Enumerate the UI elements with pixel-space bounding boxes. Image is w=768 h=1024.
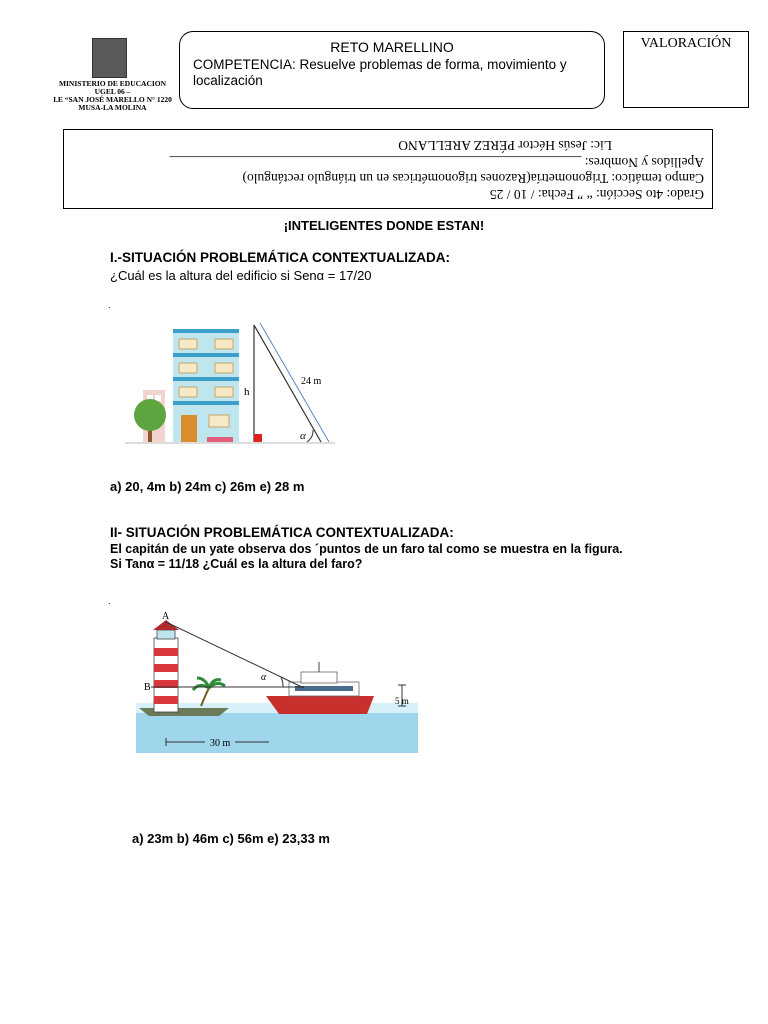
institution-line: MINISTERIO DE EDUCACION [58, 79, 167, 88]
competencia-label: COMPETENCIA: [193, 57, 296, 72]
page-title: RETO MARELLINO [330, 39, 454, 55]
problem2-heading: II- SITUACIÓN PROBLEMÁTICA CONTEXTUALIZADA: [110, 525, 454, 540]
problem2-dot: . [108, 596, 111, 606]
right-angle-marker [254, 434, 262, 442]
problem1-answers: a) 20, 4m b) 24m c) 26m e) 28 m [110, 479, 305, 494]
label-h: h [244, 386, 250, 398]
building-figure [125, 315, 340, 450]
label-alpha: α [300, 430, 306, 442]
teacher-line: Lic: Jesús Héctor PÉREZ ARELLANO [398, 138, 612, 153]
label-30m: 30 m [210, 738, 231, 749]
valoracion-label: VALORACIÓN [640, 36, 732, 51]
slogan: ¡INTELIGENTES DONDE ESTAN! [283, 218, 485, 233]
lighthouse-figure [109, 608, 421, 758]
problem1-question: ¿Cuál es la altura del edificio si Senα = 17/20 [110, 268, 372, 283]
institution-block [40, 80, 185, 112]
lighthouse-icon [153, 620, 179, 712]
competencia [193, 57, 593, 89]
building-door [181, 415, 197, 443]
student-info-content [64, 130, 712, 208]
grade-line: Grado: 4to Sección: “ ” Fecha: / 10 / 25 [489, 187, 704, 202]
island [139, 708, 229, 716]
institution-line: I.E “SAN JOSÉ MARELLO N° 1220 [53, 95, 172, 104]
problem1-heading: I.-SITUACIÓN PROBLEMÁTICA CONTEXTUALIZADA: [110, 250, 450, 265]
ground-line [125, 442, 335, 444]
name-line: Apellidos y Nombres: _____________________________________________________________ [169, 155, 704, 170]
school-logo [92, 38, 127, 78]
problem2-text1: El capitán de un yate observa dos ´puntos de un faro tal como se muestra en la figura. [110, 542, 623, 556]
institution-line: UGEL 06 – [94, 87, 131, 96]
topic-line: Campo temático: Trigonometría(Razones trigonométricas en un triángulo rectángulo) [242, 171, 704, 186]
label-alpha: α [261, 672, 267, 683]
label-b: B [144, 682, 151, 693]
label-5m: 5 m [395, 696, 409, 706]
problem2-text2: Si Tanα = 11/18 ¿Cuál es la altura del faro? [110, 557, 363, 571]
problem1-dot: . [108, 300, 111, 310]
label-hyp: 24 m [301, 376, 322, 387]
competencia-text: Resuelve problemas de forma, movimiento y localización [193, 57, 567, 88]
problem2-answers: a) 23m b) 46m c) 56m e) 23,33 m [132, 831, 330, 846]
institution-line: MUSA-LA MOLINA [78, 103, 147, 112]
label-a: A [162, 611, 170, 622]
tree-icon [134, 399, 166, 431]
